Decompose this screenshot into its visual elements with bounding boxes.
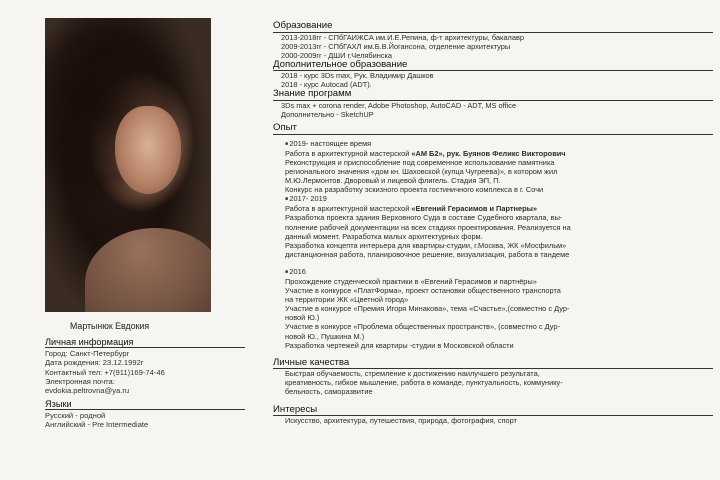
experience-line: Конкурс на разработку эскизного проекта гостиничного комплекса в г. Сочи (285, 185, 544, 195)
personal-heading: Личная информация (45, 337, 245, 348)
experience-line: Участие в конкурсе «Проблема общественных пространств», (совместно с Дур- (285, 322, 560, 332)
qualities-line: Быстрая обучаемость, стремление к достижению наилучшего результата, (285, 369, 540, 379)
experience-line: Участие в конкурсе «Премия Игоря Минакова», тема «Счастье»,(совместно с Дур- (285, 304, 570, 314)
personal-birthdate: Дата рождения: 23.12.1992г (45, 358, 144, 368)
studio-name: «АМ Б2», рук. Буянов Феликс Викторович (411, 148, 566, 158)
software-item: 3Ds max + corona render, Adobe Photoshop, AutoCAD - ADT, MS office (281, 100, 517, 110)
experience-line: Разработка чертежей для квартиры -студии в Московской области (285, 340, 514, 350)
profile-photo (45, 18, 211, 312)
additional-item: 2018 - курс Autocad (ADT). (281, 80, 372, 90)
experience-period: ■ 2017- 2019 (273, 194, 713, 204)
experience-line: новой Ю., Пушкина М.) (285, 331, 365, 341)
experience-period: ■ 2019- настоящее время (273, 139, 713, 149)
education-item: 2000-2009гг - ДШИ г.Челябинска (281, 50, 393, 60)
languages-heading: Языки (45, 399, 245, 410)
qualities-line: креативность, гибкое мышление, работа в команде, пунктуальность, коммунику- (285, 378, 563, 388)
interests-heading: Интересы (273, 405, 713, 417)
software-heading: Знание программ (273, 89, 713, 101)
software-item: Дополнительно - SketchUP (281, 110, 374, 120)
experience-line: новой Ю.) (285, 313, 320, 323)
personal-email[interactable]: evdokia.peltrovna@ya.ru (45, 386, 130, 396)
person-name: Мартынюк Евдокия (70, 321, 150, 331)
qualities-line: бельность, саморазвитие (285, 387, 373, 397)
right-column (273, 21, 713, 425)
left-column (45, 322, 245, 430)
interests-line: Искусство, архитектура, путешествия, природа, фотография, спорт (285, 416, 517, 425)
experience-line: Участие в конкурсе «ПлатФорма», проект остановки общественного транспорта (285, 286, 561, 296)
personal-email-label: Электронная почта: (45, 376, 115, 386)
experience-text: Работа в архитектурной мастерской (285, 148, 412, 158)
experience-line: Разработка концепта интерьера для квартиры-студии, г.Москва, ЖК «Мосфильм» (285, 240, 567, 250)
experience-text: Работа в архитектурной мастерской (285, 204, 412, 214)
experience-line: Реконструкция и приспособление под современное использование памятника (285, 157, 555, 167)
education-item: 2009-2013гг - СПбГАХЛ им.Б.В.Йогансона, отделение архитектуры (281, 41, 511, 51)
experience-line: регионального значения «дом кн. Шаховской (купца Чугреева)», в котором жил (285, 166, 558, 176)
education-item: 2013-2018гг - СПбГАИЖСА им.И.Е.Репина, ф-т архитектуры, бакалавр (281, 32, 525, 42)
experience-line: на территории ЖК «Цветной город» (285, 295, 409, 305)
language-item: Русский - родной (45, 411, 106, 421)
language-item: Английский - Pre Intermediate (45, 420, 149, 430)
experience-heading: Опыт (273, 123, 713, 135)
personal-phone[interactable]: Контактный тел: +7(911)169-74-46 (45, 367, 165, 377)
photo-face (115, 106, 181, 194)
qualities-heading: Личные качества (273, 358, 713, 370)
experience-line: данный момент. Разработка малых архитектурных форм. (285, 231, 483, 241)
personal-city: Город: Санкт-Петербург (45, 349, 130, 359)
experience-line: дистанционная работа, планировочное решение, визуализация, работа в тандеме (285, 249, 570, 259)
experience-line: Прохождение студенческой практики в «Евгений Герасимов и партнёры» (285, 276, 537, 286)
additional-heading: Дополнительное образование (273, 60, 713, 72)
experience-period: ■ 2016 (273, 267, 713, 277)
experience-line: Разработка проекта здания Верховного Суда в составе Судебного квартала, вы- (285, 213, 563, 223)
experience-line: М.Ю.Лермонтов. Дворовый и лицевой флигель. Стадия ЭП, П. (285, 176, 501, 186)
studio-name: «Евгений Герасимов и Партнеры» (411, 204, 538, 214)
experience-line: полнение рабочей документации на всех стадиях проектирования. Реализуется на (285, 222, 571, 232)
education-heading: Образование (273, 21, 713, 33)
experience-line (273, 204, 713, 213)
additional-item: 2018 - курс 3Ds max, Рук. Владимир Дашков (281, 71, 434, 81)
experience-line (273, 149, 713, 158)
